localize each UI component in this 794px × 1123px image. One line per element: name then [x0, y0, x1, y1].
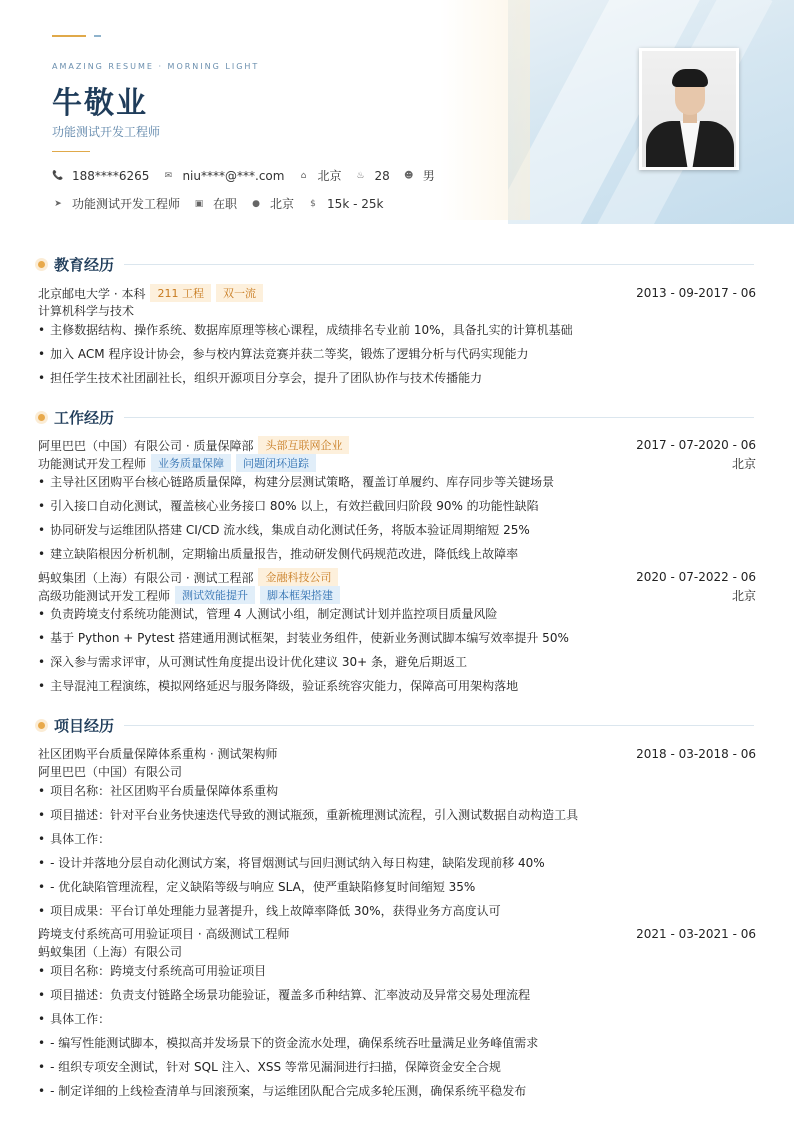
phone-icon: 📞: [52, 170, 64, 181]
section-rule: [124, 725, 754, 726]
contact-row: [52, 167, 448, 184]
list-item: • - 优化缺陷管理流程，定义缺陷等级与响应 SLA，使严重缺陷修复时间缩短 35%: [38, 878, 475, 895]
section-title: 工作经历: [54, 409, 115, 427]
decor-line-blue: [94, 35, 101, 37]
list-item: • 项目描述：针对平台业务快速迭代导致的测试瓶颈，重新梳理测试流程，引入测试数据自动构造工具: [38, 806, 578, 823]
major-text: 计算机科学与技术: [38, 304, 135, 318]
list-item: • 深入参与需求评审，从可测试性角度提出设计优化建议 30+ 条，避免后期返工: [38, 653, 467, 670]
section-rule: [124, 417, 754, 418]
mail-icon: ✉: [164, 170, 173, 181]
section-dot: [38, 414, 45, 421]
list-item: • 引入接口自动化测试，覆盖核心业务接口 80% 以上，有效拦截回归阶段 90% 的功能性缺陷: [38, 497, 539, 514]
candidate-name: 牛敬业: [52, 86, 148, 121]
section-education: [38, 254, 754, 275]
list-item: • - 制定详细的上线检查清单与回滚预案，与运维团队配合完成多轮压测，确保系统平稳发布: [38, 1082, 526, 1099]
project-org: [38, 943, 756, 960]
project-header: [38, 925, 756, 942]
home-icon: ⌂: [300, 170, 307, 181]
list-item: • 项目成果：平台订单处理能力显著提升，线上故障率降低 30%，获得业务方高度认可: [38, 902, 501, 919]
section-dot: [38, 261, 45, 268]
decor-line-gold: [52, 35, 86, 37]
candidate-title: 功能测试开发工程师: [52, 125, 161, 139]
list-item: • 项目描述：负责支付链路全场景功能验证，覆盖多币种结算、汇率波动及异常交易处理流程: [38, 986, 530, 1003]
period: 2018 - 03-2018 - 06: [636, 746, 756, 761]
name-divider: [52, 151, 90, 152]
section-rule: [124, 264, 754, 265]
list-item: • 项目名称：跨境支付系统高可用验证项目: [38, 962, 266, 979]
period: 2013 - 09-2017 - 06: [636, 286, 756, 300]
phone: 188****6265: [72, 168, 150, 183]
tag: 双一流: [216, 284, 263, 302]
list-item: • 主导混沌工程演练，模拟网络延迟与服务降级，验证系统容灾能力，保障高可用架构落地: [38, 677, 518, 694]
tag: 测试效能提升: [175, 586, 255, 604]
org: 蚂蚁集团（上海）有限公司: [38, 945, 183, 959]
tag: 211 工程: [150, 284, 211, 302]
list-item: • 加入 ACM 程序设计协会，参与校内算法竞赛并获二等奖，锻炼了逻辑分析与代码实现能力: [38, 345, 528, 362]
role: 功能测试开发工程师: [38, 456, 147, 471]
list-item: • 基于 Python + Pytest 搭建通用测试框架，封装业务组件，使新业务测试脚本编写效率提升 50%: [38, 629, 569, 646]
section-projects: [38, 715, 754, 736]
list-item: • 建立缺陷根因分析机制，定期输出质量报告，推动研发侧代码规范改进，降低线上故障率: [38, 545, 518, 562]
project-name: 跨境支付系统高可用验证项目 · 高级测试工程师: [38, 927, 290, 941]
period: 2021 - 03-2021 - 06: [636, 926, 756, 941]
work-location: 北京: [270, 197, 295, 211]
section-title: 项目经历: [54, 717, 115, 735]
list-item: • 协同研发与运维团队搭建 CI/CD 流水线，集成自动化测试任务，将版本验证周期缩短 25%: [38, 521, 530, 538]
job-city: 北京: [731, 456, 756, 471]
location-pin-icon: ●: [252, 198, 260, 209]
gender: 男: [422, 169, 435, 183]
tagline: AMAZING RESUME · MORNING LIGHT: [52, 62, 260, 71]
school: 北京邮电大学 · 本科: [38, 286, 146, 301]
education-header: [38, 284, 756, 302]
major: [38, 302, 756, 319]
company: 蚂蚁集团（上海）有限公司 · 测试工程部: [38, 570, 254, 585]
tag: 问题闭环追踪: [236, 454, 316, 472]
project-header: [38, 745, 756, 762]
gender-icon: ☻: [404, 170, 414, 181]
salary: 15k - 25k: [327, 196, 384, 211]
job-role: [38, 454, 756, 472]
project-name: 社区团购平台质量保障体系重构 · 测试架构师: [38, 747, 278, 761]
list-item: • 担任学生技术社团副社长，组织开源项目分享会，提升了团队协作与技术传播能力: [38, 369, 482, 386]
age: 28: [374, 168, 390, 183]
header-glow: [440, 0, 530, 220]
job-header: [38, 568, 756, 586]
tag: 头部互联网企业: [258, 436, 349, 454]
list-item: • - 组织专项安全测试，针对 SQL 注入、XSS 等常见漏洞进行扫描，保障资金安全合规: [38, 1058, 501, 1075]
section-work: [38, 407, 754, 428]
period: 2017 - 07-2020 - 06: [636, 438, 756, 452]
project-org: [38, 763, 756, 780]
job-intent: 功能测试开发工程师: [72, 197, 181, 211]
list-item: • 负责跨境支付系统功能测试，管理 4 人测试小组，制定测试计划并监控项目质量风险: [38, 605, 497, 622]
job-status: 在职: [213, 197, 238, 211]
list-item: • 主修数据结构、操作系统、数据库原理等核心课程，成绩排名专业前 10%，具备扎实的计算机基础: [38, 321, 573, 338]
salary-icon: $: [310, 198, 316, 209]
section-dot: [38, 722, 45, 729]
job-role: [38, 586, 756, 604]
list-item: • 项目名称：社区团购平台质量保障体系重构: [38, 782, 278, 799]
briefcase-icon: ▣: [194, 198, 204, 209]
cake-icon: ♨: [356, 170, 365, 181]
city: 北京: [317, 169, 342, 183]
org: 阿里巴巴（中国）有限公司: [38, 765, 183, 779]
list-item: • 具体工作：: [38, 1010, 110, 1027]
list-item: • - 设计并落地分层自动化测试方案，将冒烟测试与回归测试纳入每日构建，缺陷发现前移 40%: [38, 854, 545, 871]
period: 2020 - 07-2022 - 06: [636, 570, 756, 584]
tag: 脚本框架搭建: [260, 586, 340, 604]
tag: 金融科技公司: [258, 568, 338, 586]
job-city: 北京: [731, 588, 756, 603]
role: 高级功能测试开发工程师: [38, 588, 171, 603]
section-title: 教育经历: [54, 256, 115, 274]
company: 阿里巴巴（中国）有限公司 · 质量保障部: [38, 438, 254, 453]
job-header: [38, 436, 756, 454]
list-item: • 主导社区团购平台核心链路质量保障，构建分层测试策略，覆盖订单履约、库存同步等关键场景: [38, 473, 554, 490]
list-item: • 具体工作：: [38, 830, 110, 847]
send-icon: ➤: [54, 198, 62, 209]
intent-row: [52, 195, 396, 212]
email: niu****@***.com: [182, 168, 285, 183]
list-item: • - 编写性能测试脚本，模拟高并发场景下的资金流水处理，确保系统吞吐量满足业务峰值需求: [38, 1034, 538, 1051]
profile-photo: [639, 48, 739, 170]
tag: 业务质量保障: [151, 454, 231, 472]
